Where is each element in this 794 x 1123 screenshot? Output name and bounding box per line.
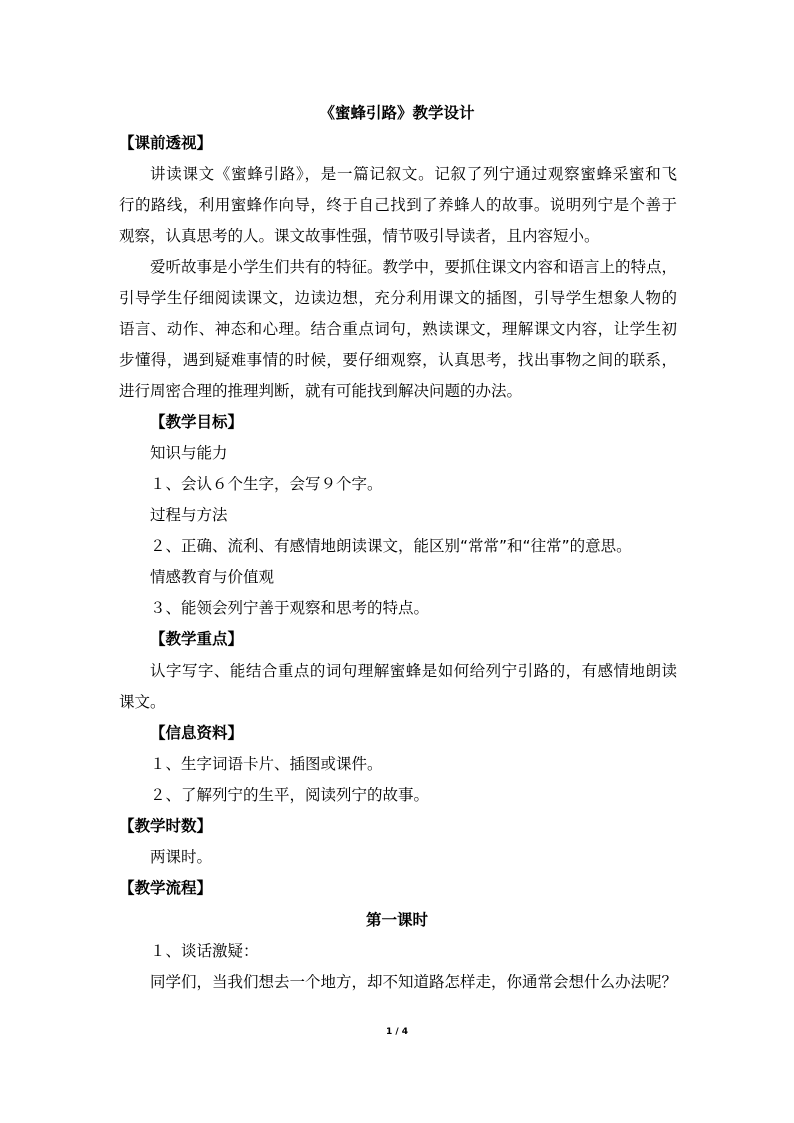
paragraph-line: 行的路线，利用蜜蜂作向导，终于自己找到了养蜂人的故事。说明列宁是个善于 [119,196,677,214]
section-heading-process: 【教学流程】 [119,879,213,897]
page-number: 1 / 4 [385,1027,409,1037]
paragraph-line: 进行周密合理的推理判断，就有可能找到解决问题的办法。 [119,382,523,400]
paragraph-line: 引导学生仔细阅读课文，边读边想，充分利用课文的插图，引导学生想象人物的 [119,289,677,307]
paragraph-line: 认字写字、能结合重点的词句理解蜜蜂是如何给列宁引路的，有感情地朗读 [150,662,677,680]
process-step: １、谈话激疑： [150,942,259,960]
paragraph-line: 语言、动作、神态和心理。结合重点词句，熟读课文，理解课文内容，让学生初 [119,320,677,338]
section-heading-key: 【教学重点】 [150,630,244,648]
material-item: ２、了解列宁的生平，阅读列宁的故事。 [150,786,430,804]
section-heading-hours: 【教学时数】 [119,817,213,835]
goal-subheading: 过程与方法 [150,506,228,524]
process-step-text: 同学们，当我们想去一个地方，却不知道路怎样走，你通常会想什么办法呢？ [150,973,678,991]
paragraph-line: 讲读课文《蜜蜂引路》，是一篇记叙文。记叙了列宁通过观察蜜蜂采蜜和飞 [150,165,677,183]
goal-subheading: 知识与能力 [150,444,228,462]
goal-subheading: 情感教育与价值观 [150,568,275,586]
section-heading-materials: 【信息资料】 [150,724,244,742]
goal-item: ２、正确、流利、有感情地朗读课文，能区别“常常”和“往常”的意思。 [150,537,632,555]
goal-item: １、会认６个生字，会写９个字。 [150,475,383,493]
section-heading-preview: 【课前透视】 [119,134,213,152]
page-title: 《蜜蜂引路》教学设计 [319,104,475,122]
lesson-title: 第一课时 [365,911,428,929]
goal-item: ３、能领会列宁善于观察和思考的特点。 [150,599,430,617]
paragraph-line: 爱听故事是小学生们共有的特征。教学中，要抓住课文内容和语言上的特点， [150,258,678,276]
paragraph-line: 课文。 [119,693,166,711]
section-heading-goals: 【教学目标】 [150,413,244,431]
hours-text: 两课时。 [150,848,213,866]
material-item: １、生字词语卡片、插图或课件。 [150,755,383,773]
paragraph-line: 观察，认真思考的人。课文故事性强，情节吸引导读者，且内容短小。 [119,227,600,245]
paragraph-line: 步懂得，遇到疑难事情的时候，要仔细观察，认真思考，找出事物之间的联系， [119,351,677,369]
